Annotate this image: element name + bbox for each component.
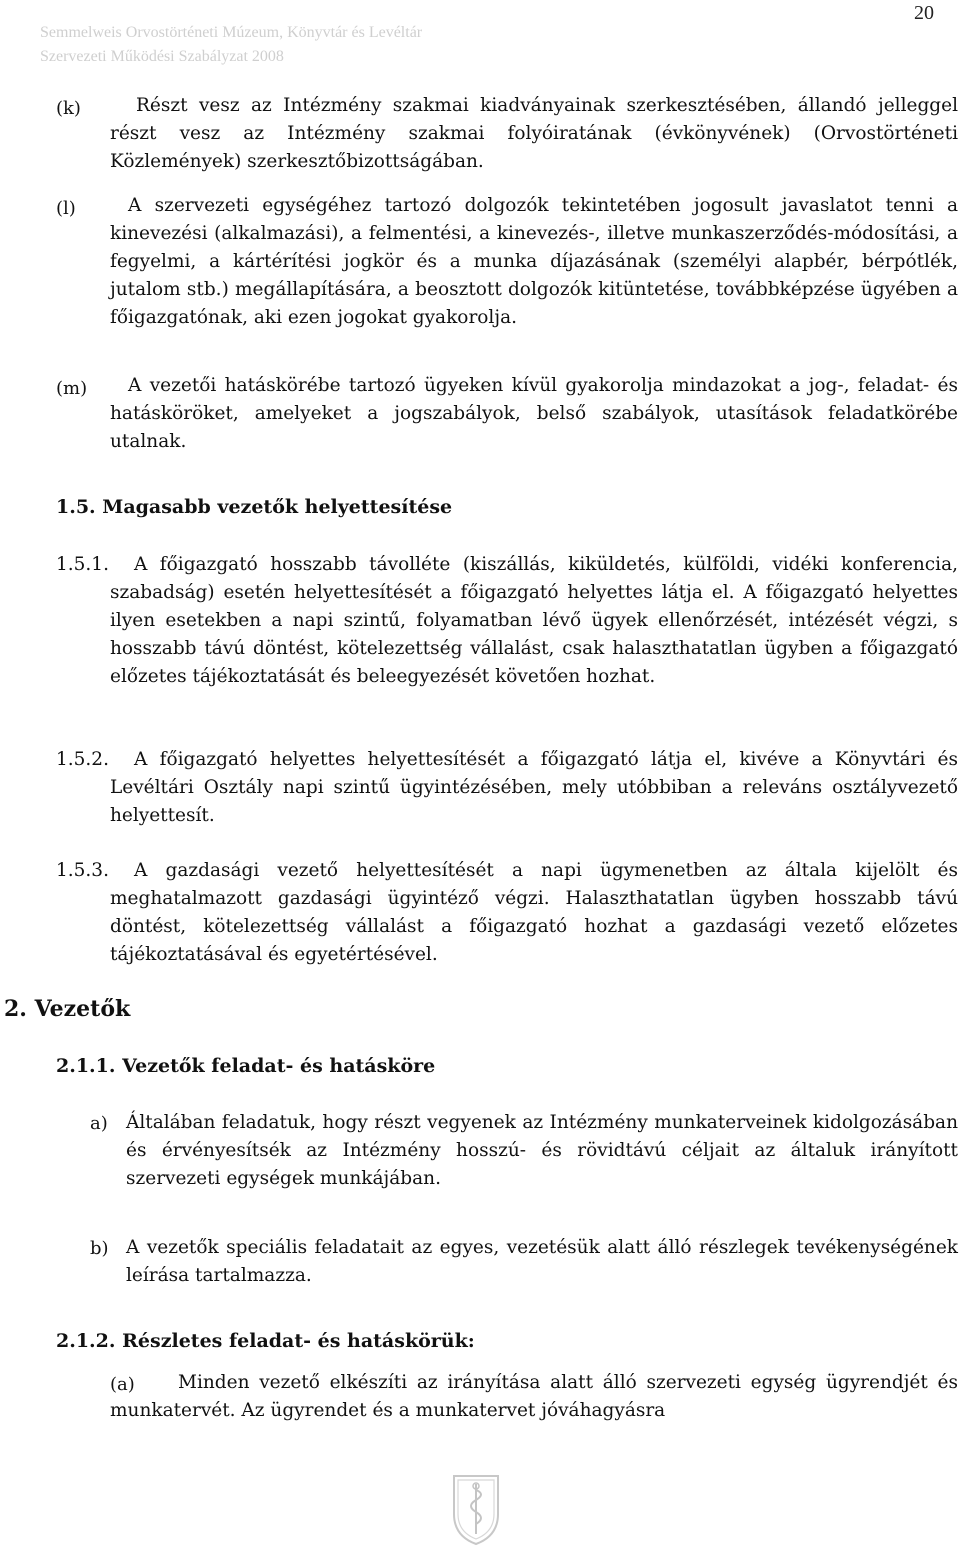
page-number: 20: [914, 2, 934, 24]
item-1-5-3-number: 1.5.3.: [56, 860, 109, 881]
item-2-1-1-b-text: A vezetők speciális feladatait az egyes, vezetésük alatt álló részlegek tevékenységének leírása tartalmazza.: [126, 1237, 958, 1286]
section-2-1-2-heading: 2.1.2. Részletes feladat- és hatáskörük:: [56, 1330, 475, 1352]
item-2-1-1-a-text: Általában feladatuk, hogy részt vegyenek az Intézmény munkaterveinek kidolgozásában és érvényesítsék az Intézmény hosszú- és rövidtávú céljait az általuk irányított szervezeti egységek munkájában.: [126, 1112, 958, 1189]
item-2-1-2-a-label: (a): [110, 1374, 135, 1395]
item-m-label: (m): [56, 378, 88, 399]
item-2-1-2-a-text: Minden vezető elkészíti az irányítása alatt álló szervezeti egység ügyrendjét és munkatervét. Az ügyrendet és a munkatervet jóváhagyásra: [110, 1372, 958, 1421]
section-1-5-heading: 1.5. Magasabb vezetők helyettesítése: [56, 496, 453, 518]
section-2-1-1-heading: 2.1.1. Vezetők feladat- és hatásköre: [56, 1055, 436, 1077]
item-1-5-1-number: 1.5.1.: [56, 554, 109, 575]
header-institution: Semmelweis Orvostörténeti Múzeum, Könyvtár és Levéltár: [40, 24, 423, 41]
item-1-5-2-text: A főigazgató helyettes helyettesítését a főigazgató látja el, kivéve a Könyvtári és Levéltári Osztály napi szintű ügyintézésében, mely utóbbiban a releváns osztályvezető helyettesít.: [110, 749, 958, 826]
item-1-5-2-number: 1.5.2.: [56, 749, 109, 770]
item-2-1-1-b-label: b): [90, 1238, 109, 1259]
header-document-title: Szervezeti Működési Szabályzat 2008: [40, 48, 284, 65]
item-2-1-1-a-label: a): [90, 1113, 108, 1134]
item-1-5-1-text: A főigazgató hosszabb távolléte (kiszállás, kiküldetés, külföldi, vidéki konferencia, szabadság) esetén helyettesítését a főigazgató helyettes látja el. A főigazgató helyettes ilyen esetekben a napi szintű, folyamatban lévő ügyek ellenőrzését, intézését végzi, s hosszabb távú döntést, kötelezettség vállalást, csak halaszthatatlan ügyben a főigazgató előzetes tájékoztatását és beleegyezését követően hozhat.: [110, 554, 958, 687]
item-l-label: (l): [56, 198, 76, 219]
item-1-5-3-text: A gazdasági vezető helyettesítését a napi ügymenetben az általa kijelölt és meghatalmazott gazdasági ügyintéző végzi. Halaszthatatlan ügyben hosszabb távú döntést, kötelezettség vállalást a főigazgató hozhat a gazdasági vezető előzetes tájékoztatásával és egyetértésével.: [110, 860, 958, 965]
item-m-text: A vezetői hatáskörébe tartozó ügyeken kívül gyakorolja mindazokat a jog-, feladat- és hatásköröket, amelyeket a jogszabályok, belső szabályok, utasítások feladatkörébe utalnak.: [110, 375, 958, 452]
item-l-text: A szervezeti egységéhez tartozó dolgozók tekintetében jogosult javaslatot tenni a kinevezési (alkalmazási), a felmentési, a kinevezés-, illetve munkaszerződés-módosítási, a fegyelmi, a kártérítési jogkör és a munka díjazásának (személyi alapbér, bérpótlék, jutalom stb.) megállapítására, a beosztott dolgozók kitüntetése, továbbképzése ügyében a főigazgatónak, aki ezen jogokat gyakorolja.: [110, 195, 958, 328]
section-2-heading: 2. Vezetők: [4, 996, 131, 1022]
item-k-label: (k): [56, 98, 81, 119]
museum-emblem-icon: [448, 1470, 504, 1546]
item-k-text: Részt vesz az Intézmény szakmai kiadványainak szerkesztésében, állandó jelleggel részt vesz az Intézmény szakmai folyóiratának (évkönyvének) (Orvostörténeti Közlemények) szerkesztőbizottságában.: [110, 95, 958, 172]
